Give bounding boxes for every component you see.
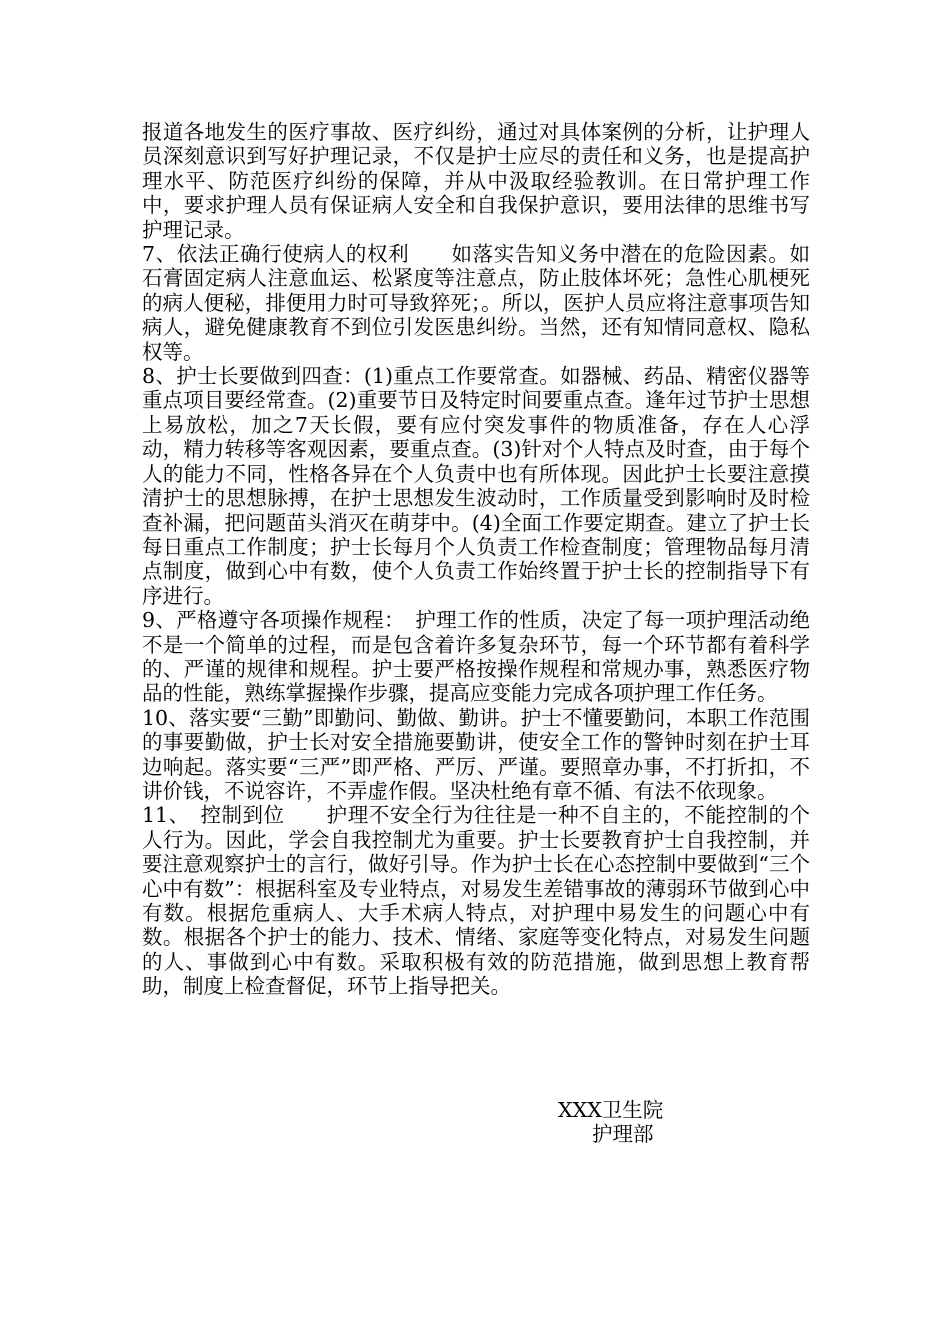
paragraph-item-11: 11、 控制到位 护理不安全行为往往是一种不自主的，不能控制的个人行为。因此，学会自我控制尤为重要。护士长要教育护士自我控制，并要注意观察护士的言行，做好引导。作为护士长在心态控制中要做到“三个心中有数”：根据科室及专业特点，对易发生差错事故的薄弱环节做到心中有数。根据危重病人、大手术病人特点，对护理中易发生的问题心中有数。根据各个护士的能力、技术、情绪、家庭等变化特点，对易发生问题的人、事做到心中有数。采取积极有效的防范措施，做到思想上教育帮助，制度上检查督促，环节上指导把关。 bbox=[142, 803, 810, 999]
paragraph-intro: 报道各地发生的医疗事故、医疗纠纷，通过对具体案例的分析，让护理人员深刻意识到写好护理记录，不仅是护士应尽的责任和义务，也是提高护理水平、防范医疗纠纷的保障，并从中汲取经验教训。在日常护理工作中，要求护理人员有保证病人安全和自我保护意识，要用法律的思维书写护理记录。 bbox=[142, 120, 810, 242]
document-body bbox=[142, 120, 810, 999]
signature-block bbox=[558, 1098, 663, 1147]
paragraph-item-7: 7、依法正确行使病人的权利 如落实告知义务中潜在的危险因素。如石膏固定病人注意血运、松紧度等注意点，防止肢体坏死；急性心肌梗死的病人便秘，排便用力时可导致猝死；。所以，医护人员应将注意事项告知病人，避免健康教育不到位引发医患纠纷。当然，还有知情同意权、隐私权等。 bbox=[142, 242, 810, 364]
paragraph-item-10: 10、落实要“三勤”即勤问、勤做、勤讲。护士不懂要勤问，本职工作范围的事要勤做，护士长对安全措施要勤讲，使安全工作的警钟时刻在护士耳边响起。落实要“三严”即严格、严厉、严谨。要照章办事，不打折扣，不讲价钱，不说容许，不弄虚作假。坚决杜绝有章不循、有法不依现象。 bbox=[142, 705, 810, 803]
signature-organization: XXX卫生院 bbox=[558, 1098, 664, 1122]
signature-department: 护理部 bbox=[592, 1122, 654, 1147]
paragraph-item-8: 8、护士长要做到四查：(1)重点工作要常查。如器械、药品、精密仪器等重点项目要经常查。(2)重要节日及特定时间要重点查。逢年过节护士思想上易放松，加之7天长假，要有应付突发事件的物质准备，存在人心浮动，精力转移等客观因素，要重点查。(3)针对个人特点及时查，由于每个人的能力不同，性格各异在个人负责中也有所体现。因此护士长要注意摸清护士的思想脉搏，在护士思想发生波动时，工作质量受到影响时及时检查补漏，把问题苗头消灭在萌芽中。(4)全面工作要定期查。建立了护士长每日重点工作制度；护士长每月个人负责工作检查制度；管理物品每月清点制度，做到心中有数，使个人负责工作始终置于护士长的控制指导下有序进行。 bbox=[142, 364, 810, 608]
paragraph-item-9: 9、严格遵守各项操作规程： 护理工作的性质，决定了每一项护理活动绝不是一个简单的过程，而是包含着许多复杂环节，每一个环节都有着科学的、严谨的规律和规程。护士要严格按操作规程和常规办事，熟悉医疗物品的性能，熟练掌握操作步骤，提高应变能力完成各项护理工作任务。 bbox=[142, 608, 810, 706]
